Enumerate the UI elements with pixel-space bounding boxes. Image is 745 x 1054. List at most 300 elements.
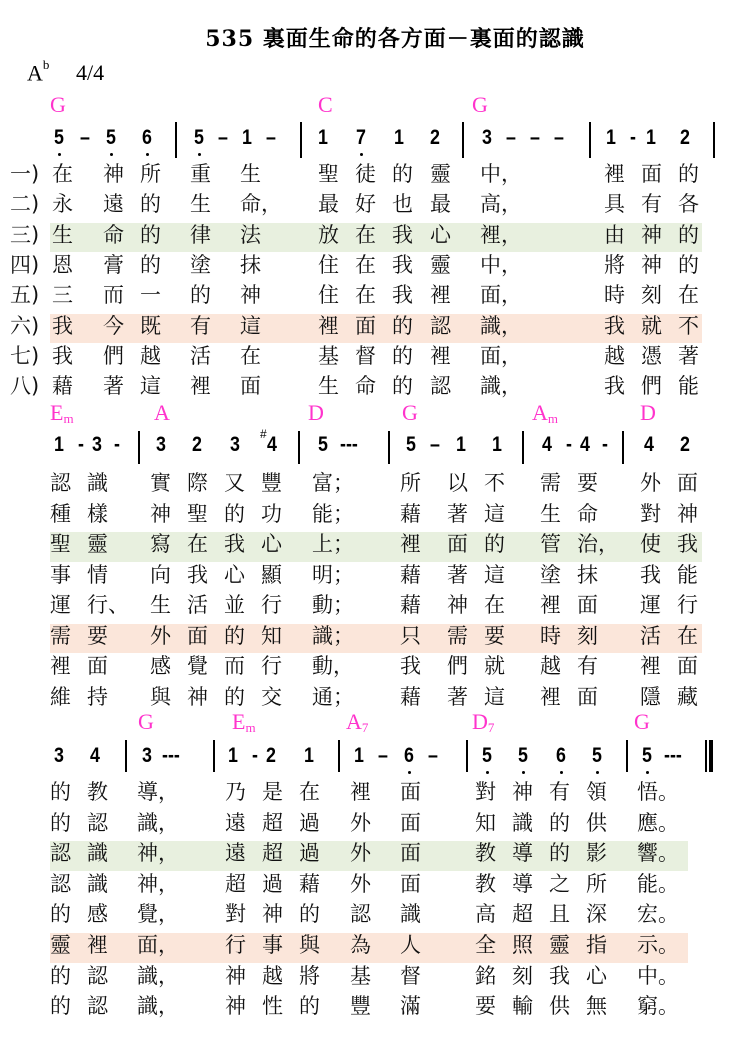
lyric-syllable: 隱 bbox=[640, 684, 661, 709]
lyric-syllable: 輸 bbox=[512, 994, 533, 1019]
lyric-syllable: 在 bbox=[355, 283, 376, 308]
lyric-syllable: 裡 bbox=[430, 343, 451, 368]
lyric-syllable: 裡 bbox=[318, 313, 339, 338]
lyric-syllable: 這 bbox=[484, 684, 505, 709]
barline bbox=[713, 122, 715, 158]
lyric-syllable: 面 bbox=[677, 654, 698, 678]
lyric-syllable: 行 bbox=[261, 593, 282, 617]
lyric-syllable: 交 bbox=[261, 684, 282, 709]
lyric-syllable: 識 bbox=[87, 471, 108, 495]
chord-symbol bbox=[346, 709, 368, 735]
lyric-syllable: 面， bbox=[480, 343, 522, 368]
chord-quality: m bbox=[245, 720, 256, 735]
chord-root: D bbox=[308, 400, 324, 425]
lyric-syllable: 命 bbox=[103, 222, 124, 247]
jianpu-note: 3 bbox=[230, 433, 240, 456]
lyric-syllable: 活 bbox=[187, 593, 208, 617]
lyric-syllable: 認 bbox=[87, 810, 108, 835]
lyric-syllable: 悟。 bbox=[637, 780, 679, 804]
lyric-syllable: 功 bbox=[261, 501, 282, 526]
lyric-syllable: 覺 bbox=[187, 654, 208, 678]
lyric-syllable: 徒 bbox=[355, 162, 376, 186]
lyric-syllable: 治， bbox=[577, 532, 619, 556]
lyric-syllable: 向 bbox=[150, 562, 171, 587]
verse-6-highlight bbox=[50, 624, 702, 654]
lyric-syllable: 重 bbox=[190, 162, 211, 186]
lyric-syllable: 的 bbox=[392, 313, 413, 338]
lyric-syllable: 面 bbox=[400, 810, 421, 835]
lyric-syllable: 的 bbox=[224, 623, 245, 648]
jianpu-note: 3 bbox=[92, 433, 102, 456]
lyric-syllable: 在 bbox=[187, 532, 208, 556]
lyric-syllable: 具 bbox=[604, 192, 625, 217]
lyric-syllable: 抹 bbox=[577, 562, 598, 587]
lyric-syllable: 就 bbox=[484, 654, 505, 678]
chord-root: D bbox=[640, 400, 656, 425]
barline bbox=[138, 431, 140, 464]
lyric-syllable: 神 bbox=[641, 222, 662, 247]
lyric-syllable: 最 bbox=[430, 192, 451, 217]
octave-dot-below bbox=[408, 771, 411, 774]
lyric-syllable: 的 bbox=[678, 222, 699, 247]
jianpu-note: - bbox=[630, 126, 636, 149]
lyric-syllable: 住 bbox=[318, 252, 339, 277]
lyric-syllable: 之 bbox=[549, 871, 570, 896]
lyric-syllable: 的 bbox=[140, 222, 161, 247]
lyric-syllable: 應。 bbox=[637, 810, 679, 835]
lyric-syllable: 我 bbox=[604, 374, 625, 399]
lyric-syllable: 生 bbox=[318, 374, 339, 399]
lyric-syllable: 豐 bbox=[350, 994, 371, 1019]
lyric-syllable: 膏 bbox=[103, 252, 124, 277]
lyric-syllable: 這 bbox=[484, 501, 505, 526]
lyric-syllable: 豐 bbox=[261, 471, 282, 495]
octave-dot-below bbox=[58, 153, 61, 156]
lyric-syllable: 靈 bbox=[430, 252, 451, 277]
barline bbox=[300, 122, 302, 158]
lyric-syllable: 的 bbox=[392, 374, 413, 399]
lyric-syllable: 一 bbox=[140, 283, 161, 308]
lyric-syllable: 這 bbox=[484, 562, 505, 587]
lyric-syllable: 的 bbox=[50, 902, 71, 927]
lyric-syllable: 神 bbox=[187, 684, 208, 709]
lyric-syllable: 們 bbox=[447, 654, 468, 678]
lyric-syllable: 面 bbox=[577, 684, 598, 709]
lyric-syllable: 的 bbox=[190, 283, 211, 308]
barline bbox=[462, 122, 464, 158]
lyric-syllable: 能 bbox=[678, 374, 699, 399]
lyric-syllable: 的 bbox=[678, 252, 699, 277]
lyric-syllable: 能。 bbox=[637, 871, 679, 896]
lyric-syllable: 命 bbox=[577, 501, 598, 526]
jianpu-note: 1 bbox=[318, 126, 328, 149]
lyric-syllable: 要 bbox=[577, 471, 598, 495]
barline bbox=[125, 740, 127, 772]
lyric-syllable: 最 bbox=[318, 192, 339, 217]
lyric-syllable: 上； bbox=[312, 532, 354, 556]
jianpu-note: 4 bbox=[580, 433, 590, 456]
jianpu-note: - bbox=[78, 433, 84, 456]
lyric-syllable: 認 bbox=[50, 471, 71, 495]
lyric-syllable: 且 bbox=[549, 902, 570, 927]
lyric-syllable: 識 bbox=[87, 841, 108, 866]
jianpu-note: 5 bbox=[318, 433, 328, 456]
lyric-syllable: 法 bbox=[240, 222, 261, 247]
lyric-syllable: 維 bbox=[50, 684, 71, 709]
lyric-syllable: 中， bbox=[480, 252, 522, 277]
lyric-syllable: 教 bbox=[475, 841, 496, 866]
lyric-syllable: 照 bbox=[512, 933, 533, 957]
chord-quality: 7 bbox=[361, 720, 369, 735]
final-barline-thin bbox=[705, 740, 707, 772]
jianpu-note: - bbox=[252, 744, 258, 767]
chord-symbol bbox=[50, 400, 74, 426]
lyric-syllable: 識， bbox=[137, 963, 179, 988]
lyric-syllable: 遠 bbox=[225, 841, 246, 866]
lyric-syllable: 靈 bbox=[50, 933, 71, 957]
lyric-syllable: 過 bbox=[299, 841, 320, 866]
lyric-syllable: 生 bbox=[52, 222, 73, 247]
lyric-syllable: 對 bbox=[640, 501, 661, 526]
chord-symbol bbox=[154, 400, 170, 426]
lyric-syllable: 也 bbox=[392, 192, 413, 217]
lyric-syllable: 寫 bbox=[150, 532, 171, 556]
jianpu-note: – bbox=[428, 744, 438, 767]
lyric-syllable: 在 bbox=[299, 780, 320, 804]
jianpu-note: – bbox=[80, 126, 90, 149]
lyric-syllable: 在 bbox=[484, 593, 505, 617]
lyric-syllable: 我 bbox=[677, 532, 698, 556]
lyric-syllable: 我 bbox=[604, 313, 625, 338]
lyric-syllable: 的 bbox=[50, 810, 71, 835]
chord-root: E bbox=[50, 400, 64, 425]
lyric-syllable: 所 bbox=[586, 871, 607, 896]
lyric-syllable: 是 bbox=[262, 780, 283, 804]
jianpu-note: – bbox=[378, 744, 388, 767]
lyric-syllable: 要 bbox=[484, 623, 505, 648]
chord-symbol bbox=[640, 400, 656, 426]
lyric-syllable: 持 bbox=[87, 684, 108, 709]
lyric-syllable: 知 bbox=[475, 810, 496, 835]
lyric-syllable: 心 bbox=[224, 562, 245, 587]
lyric-syllable: 識 bbox=[512, 810, 533, 835]
lyric-syllable: 有 bbox=[641, 192, 662, 217]
lyric-syllable: 著 bbox=[447, 501, 468, 526]
jianpu-note: – bbox=[218, 126, 228, 149]
jianpu-note: – bbox=[506, 126, 516, 149]
lyric-syllable: 的 bbox=[50, 780, 71, 804]
lyric-syllable: 神 bbox=[677, 501, 698, 526]
lyric-syllable: 裡 bbox=[400, 532, 421, 556]
lyric-syllable: 生 bbox=[150, 593, 171, 617]
chord-root: C bbox=[318, 92, 333, 117]
lyric-syllable: 將 bbox=[604, 252, 625, 277]
jianpu-note: 1 bbox=[646, 126, 656, 149]
lyric-syllable: 識； bbox=[312, 623, 354, 648]
chord-root: A bbox=[154, 400, 170, 425]
lyric-syllable: 在 bbox=[678, 283, 699, 308]
lyric-syllable: 在 bbox=[677, 623, 698, 648]
lyric-syllable: 性 bbox=[262, 994, 283, 1019]
lyric-syllable: 督 bbox=[400, 963, 421, 988]
barline bbox=[626, 740, 628, 772]
lyric-syllable: 基 bbox=[318, 343, 339, 368]
lyric-syllable: 神， bbox=[137, 871, 179, 896]
barline bbox=[589, 122, 591, 158]
lyric-syllable: 裡， bbox=[480, 222, 522, 247]
lyric-syllable: 需 bbox=[447, 623, 468, 648]
jianpu-note: --- bbox=[162, 744, 180, 767]
chord-root: A bbox=[346, 709, 362, 734]
lyric-syllable: 窮。 bbox=[637, 994, 679, 1019]
jianpu-note: 3 bbox=[54, 744, 64, 767]
lyric-syllable: 只 bbox=[400, 623, 421, 648]
jianpu-note: 2 bbox=[192, 433, 202, 456]
lyric-syllable: 有 bbox=[549, 780, 570, 804]
lyric-syllable: 使 bbox=[640, 532, 661, 556]
jianpu-note: – bbox=[266, 126, 276, 149]
jianpu-note: 4 bbox=[90, 744, 100, 767]
lyric-syllable: 面 bbox=[677, 471, 698, 495]
jianpu-note: 3 bbox=[142, 744, 152, 767]
lyric-syllable: 認 bbox=[430, 313, 451, 338]
lyric-syllable: 中。 bbox=[637, 963, 679, 988]
jianpu-note: --- bbox=[340, 433, 358, 456]
chord-symbol bbox=[532, 400, 558, 426]
jianpu-note: 1 bbox=[354, 744, 364, 767]
key-signature bbox=[27, 57, 50, 86]
chord-root: G bbox=[634, 709, 650, 734]
jianpu-note: - bbox=[566, 433, 572, 456]
lyric-syllable: 面， bbox=[480, 283, 522, 308]
lyric-syllable: 面 bbox=[355, 313, 376, 338]
chord-symbol bbox=[472, 92, 488, 118]
jianpu-note: – bbox=[554, 126, 564, 149]
verse-number: 三) bbox=[10, 222, 40, 247]
chord-symbol bbox=[472, 709, 494, 735]
chord-symbol bbox=[50, 92, 66, 118]
chord-quality: m bbox=[547, 411, 559, 426]
lyric-syllable: 由 bbox=[604, 222, 625, 247]
jianpu-note: 5 bbox=[54, 126, 64, 149]
lyric-syllable: 而 bbox=[224, 654, 245, 678]
octave-dot-below bbox=[522, 771, 525, 774]
verse-number: 四) bbox=[10, 252, 40, 277]
lyric-syllable: 靈 bbox=[87, 532, 108, 556]
lyric-syllable: 憑 bbox=[641, 343, 662, 368]
lyric-syllable: 事 bbox=[50, 562, 71, 587]
jianpu-note: 4 bbox=[542, 433, 552, 456]
lyric-syllable: 高 bbox=[475, 902, 496, 927]
lyric-syllable: 認 bbox=[350, 902, 371, 927]
lyric-syllable: 裡 bbox=[87, 933, 108, 957]
lyric-syllable: 的 bbox=[224, 501, 245, 526]
chord-root: G bbox=[402, 400, 418, 425]
lyric-syllable: 神 bbox=[512, 780, 533, 804]
chord-root: G bbox=[138, 709, 154, 734]
time-signature: 4/4 bbox=[76, 60, 105, 85]
lyric-syllable: 超 bbox=[262, 810, 283, 835]
lyric-syllable: 放 bbox=[318, 222, 339, 247]
lyric-syllable: 裡 bbox=[350, 780, 371, 804]
lyric-syllable: 裡 bbox=[540, 684, 561, 709]
chord-symbol bbox=[318, 92, 333, 118]
lyric-syllable: 教 bbox=[87, 780, 108, 804]
lyric-syllable: 面 bbox=[641, 162, 662, 186]
verse-number: 五) bbox=[10, 283, 40, 308]
lyric-syllable: 通； bbox=[312, 684, 354, 709]
jianpu-note: 1 bbox=[456, 433, 466, 456]
lyric-syllable: 顯 bbox=[261, 562, 282, 587]
lyric-syllable: 識， bbox=[137, 994, 179, 1019]
lyric-syllable: 識 bbox=[87, 871, 108, 896]
lyric-syllable: 我 bbox=[400, 654, 421, 678]
chord-root: D bbox=[472, 709, 488, 734]
lyric-syllable: 裡 bbox=[640, 654, 661, 678]
lyric-syllable: 管 bbox=[540, 532, 561, 556]
lyric-syllable: 藉 bbox=[400, 684, 421, 709]
lyric-syllable: 裡 bbox=[604, 162, 625, 186]
lyric-syllable: 的 bbox=[549, 841, 570, 866]
lyric-syllable: 際 bbox=[187, 471, 208, 495]
chord-root: G bbox=[472, 92, 488, 117]
lyric-syllable: 著 bbox=[447, 684, 468, 709]
lyric-syllable: 行 bbox=[225, 933, 246, 957]
lyric-syllable: 在 bbox=[355, 222, 376, 247]
lyric-syllable: 永 bbox=[52, 192, 73, 217]
lyric-syllable: 外 bbox=[350, 871, 371, 896]
lyric-syllable: 過 bbox=[262, 871, 283, 896]
lyric-syllable: 面 bbox=[577, 593, 598, 617]
jianpu-note: 3 bbox=[482, 126, 492, 149]
lyric-syllable: 動， bbox=[312, 654, 354, 678]
lyric-syllable: 我 bbox=[549, 963, 570, 988]
lyric-syllable: 超 bbox=[262, 841, 283, 866]
jianpu-note: - bbox=[114, 433, 120, 456]
lyric-syllable: 的 bbox=[50, 963, 71, 988]
jianpu-note: 7 bbox=[356, 126, 366, 149]
jianpu-note: 4 bbox=[267, 433, 277, 456]
lyric-syllable: 的 bbox=[224, 684, 245, 709]
lyric-syllable: 塗 bbox=[540, 562, 561, 587]
lyric-syllable: 的 bbox=[299, 994, 320, 1019]
lyric-syllable: 富； bbox=[312, 471, 354, 495]
lyric-syllable: 所 bbox=[140, 162, 161, 186]
lyric-syllable: 外 bbox=[640, 471, 661, 495]
sharp-sign: # bbox=[260, 427, 267, 441]
lyric-syllable: 的 bbox=[140, 252, 161, 277]
lyric-syllable: 無 bbox=[586, 994, 607, 1019]
lyric-syllable: 神 bbox=[150, 501, 171, 526]
lyric-syllable: 這 bbox=[140, 374, 161, 399]
chord-root: A bbox=[532, 400, 548, 425]
lyric-syllable: 識， bbox=[480, 374, 522, 399]
lyric-syllable: 生 bbox=[540, 501, 561, 526]
jianpu-note: 1 bbox=[54, 433, 64, 456]
lyric-syllable: 刻 bbox=[641, 283, 662, 308]
jianpu-note: 4 bbox=[644, 433, 654, 456]
octave-dot-below bbox=[198, 153, 201, 156]
jianpu-note: 1 bbox=[606, 126, 616, 149]
verse-number: 七) bbox=[10, 343, 40, 368]
lyric-syllable: 面 bbox=[400, 841, 421, 866]
jianpu-note: 1 bbox=[242, 126, 252, 149]
octave-dot-below bbox=[646, 771, 649, 774]
lyric-syllable: 在 bbox=[52, 162, 73, 186]
lyric-syllable: 行 bbox=[261, 654, 282, 678]
lyric-syllable: 面 bbox=[187, 623, 208, 648]
lyric-syllable: 教 bbox=[475, 871, 496, 896]
lyric-syllable: 越 bbox=[262, 963, 283, 988]
lyric-syllable: 乃 bbox=[225, 780, 246, 804]
jianpu-note: – bbox=[430, 433, 440, 456]
lyric-syllable: 識， bbox=[480, 313, 522, 338]
lyric-syllable: 我 bbox=[392, 252, 413, 277]
lyric-syllable: 供 bbox=[586, 810, 607, 835]
lyric-syllable: 面 bbox=[447, 532, 468, 556]
final-barline-thick bbox=[709, 740, 713, 772]
lyric-syllable: 與 bbox=[299, 933, 320, 957]
lyric-syllable: 影 bbox=[586, 841, 607, 866]
lyric-syllable: 的 bbox=[50, 994, 71, 1019]
lyric-syllable: 需 bbox=[50, 623, 71, 648]
lyric-syllable: 靈 bbox=[549, 933, 570, 957]
lyric-syllable: 藉 bbox=[400, 593, 421, 617]
lyric-syllable: 心 bbox=[261, 532, 282, 556]
page-title: 535 裏面生命的各方面－裏面的認識 bbox=[205, 26, 585, 52]
lyric-syllable: 要 bbox=[475, 994, 496, 1019]
jianpu-note: 6 bbox=[556, 744, 566, 767]
barline bbox=[175, 122, 177, 158]
lyric-syllable: 越 bbox=[604, 343, 625, 368]
jianpu-note: 3 bbox=[156, 433, 166, 456]
chord-symbol bbox=[138, 709, 154, 735]
chord-symbol bbox=[308, 400, 324, 426]
jianpu-note: - bbox=[602, 433, 608, 456]
lyric-syllable: 在 bbox=[355, 252, 376, 277]
lyric-syllable: 導 bbox=[512, 841, 533, 866]
lyric-syllable: 所 bbox=[400, 471, 421, 495]
lyric-syllable: 有 bbox=[190, 313, 211, 338]
verse-number: 一) bbox=[10, 162, 40, 186]
barline bbox=[522, 431, 524, 464]
lyric-syllable: 中， bbox=[480, 162, 522, 186]
lyric-syllable: 與 bbox=[150, 684, 171, 709]
lyric-syllable: 認 bbox=[87, 963, 108, 988]
lyric-syllable: 我 bbox=[52, 343, 73, 368]
octave-dot-below bbox=[146, 153, 149, 156]
lyric-syllable: 識 bbox=[400, 902, 421, 927]
lyric-syllable: 神， bbox=[137, 841, 179, 866]
lyric-syllable: 行、 bbox=[87, 593, 129, 617]
lyric-syllable: 裡 bbox=[540, 593, 561, 617]
barline bbox=[298, 431, 300, 464]
barline bbox=[466, 740, 468, 772]
lyric-syllable: 的 bbox=[140, 192, 161, 217]
lyric-syllable: 我 bbox=[187, 562, 208, 587]
chord-quality: m bbox=[63, 411, 74, 426]
jianpu-note: 6 bbox=[404, 744, 414, 767]
lyric-syllable: 領 bbox=[586, 780, 607, 804]
lyric-syllable: 的 bbox=[549, 810, 570, 835]
octave-dot-below bbox=[596, 771, 599, 774]
lyric-syllable: 住 bbox=[318, 283, 339, 308]
lyric-syllable: 裡 bbox=[430, 283, 451, 308]
lyric-syllable: 為 bbox=[350, 933, 371, 957]
lyric-syllable: 樣 bbox=[87, 501, 108, 526]
lyric-syllable: 面 bbox=[240, 374, 261, 399]
lyric-syllable: 神 bbox=[103, 162, 124, 186]
